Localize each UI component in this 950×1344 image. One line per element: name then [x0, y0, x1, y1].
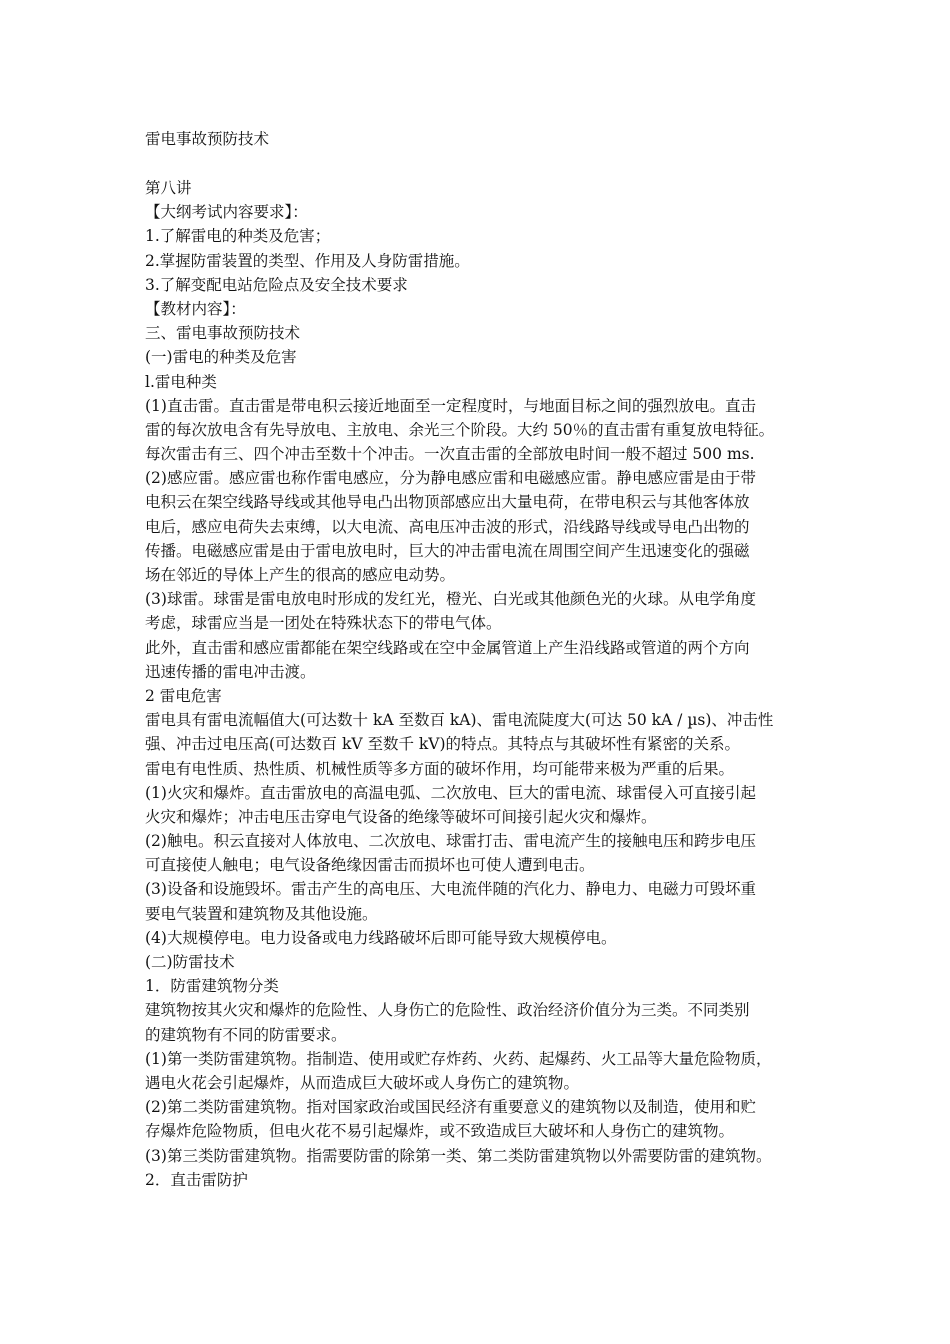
- text-line: 迅速传播的雷电冲击渡。: [145, 662, 316, 681]
- text-line: (2)第二类防雷建筑物。指对国家政治或国民经济有重要意义的建筑物以及制造，使用和贮: [145, 1098, 756, 1117]
- text-line: (3)球雷。球雷是雷电放电时形成的发红光，橙光、白光或其他颜色光的火球。从电学角度: [145, 590, 756, 609]
- document-title: 雷电事故预防技术: [145, 130, 270, 148]
- text-line: 3.了解变配电站危险点及安全技术要求: [145, 275, 408, 294]
- text-line: 强、冲击过电压高(可达数百 kV 至数千 kV)的特点。其特点与其破坏性有紧密的关系。: [145, 735, 741, 754]
- text-line: 雷电有电性质、热性质、机械性质等多方面的破坏作用，均可能带来极为严重的后果。: [145, 759, 735, 778]
- text-line: 1．防雷建筑物分类: [145, 977, 279, 996]
- text-line: 第八讲: [145, 179, 192, 197]
- text-line: 【大纲考试内容要求】：: [145, 203, 308, 222]
- text-line: (4)大规模停电。电力设备或电力线路破坏后即可能导致大规模停电。: [145, 928, 617, 947]
- document-body: [145, 176, 825, 1192]
- text-line: 的建筑物有不同的防雷要求。: [145, 1025, 347, 1044]
- text-line: l.雷电种类: [145, 372, 217, 391]
- text-line: (2)触电。积云直接对人体放电、二次放电、球雷打击、雷电流产生的接触电压和跨步电压: [145, 832, 756, 851]
- text-line: 场在邻近的导体上产生的很高的感应电动势。: [145, 566, 456, 584]
- text-line: (1)第一类防雷建筑物。指制造、使用或贮存炸药、火药、起爆药、火工品等大量危险物质，: [145, 1049, 772, 1068]
- text-line: 要电气装置和建筑物及其他设施。: [145, 904, 378, 923]
- text-line: 电后，感应电荷失去束缚，以大电流、高电压冲击波的形式，沿线路导线或导电凸出物的: [145, 517, 750, 536]
- text-line: 存爆炸危险物质，但电火花不易引起爆炸，或不致造成巨大破坏和人身伤亡的建筑物。: [145, 1122, 735, 1141]
- text-line: 每次雷击有三、四个冲击至数十个冲击。一次直击雷的全部放电时间一般不超过 500 ms.: [145, 445, 755, 464]
- text-line: 火灾和爆炸；冲击电压击穿电气设备的绝缘等破坏可间接引起火灾和爆炸。: [145, 807, 657, 826]
- text-line: 雷电具有雷电流幅值大(可达数十 kA 至数百 kA)、雷电流陡度大(可达 50 kA / µs)、冲击性: [145, 711, 774, 730]
- text-line: 【教材内容】：: [145, 299, 246, 318]
- text-line: 1.了解雷电的种类及危害；: [145, 227, 331, 246]
- text-line: 建筑物按其火灾和爆炸的危险性、人身伤亡的危险性、政治经济价值分为三类。不同类别: [145, 1001, 750, 1020]
- text-line: 传播。电磁感应雷是由于雷电放电时，巨大的冲击雷电流在周围空间产生迅速变化的强磁: [145, 541, 750, 560]
- text-line: (1)火灾和爆炸。直击雷放电的高温电弧、二次放电、巨大的雷电流、球雷侵入可直接引起: [145, 783, 756, 802]
- text-line: (二)防雷技术: [145, 953, 235, 971]
- text-line: (2)感应雷。感应雷也称作雷电感应，分为静电感应雷和电磁感应雷。静电感应雷是由于带: [145, 469, 756, 488]
- text-line: (一)雷电的种类及危害: [145, 348, 297, 367]
- text-line: 遇电火花会引起爆炸，从而造成巨大破坏或人身伤亡的建筑物。: [145, 1073, 580, 1092]
- text-line: 雷的每次放电含有先导放电、主放电、余光三个阶段。大约 50％的直击雷有重复放电特征。: [145, 420, 775, 439]
- text-line: 可直接使人触电；电气设备绝缘因雷击而损坏也可使人遭到电击。: [145, 856, 595, 875]
- text-line: 电积云在架空线路导线或其他导电凸出物顶部感应出大量电荷，在带电积云与其他客体放: [145, 493, 750, 512]
- text-line: 2 雷电危害: [145, 686, 222, 705]
- text-line: (3)设备和设施毁坏。雷击产生的高电压、大电流伴随的汽化力、静电力、电磁力可毁坏重: [145, 880, 756, 899]
- text-line: 2.掌握防雷装置的类型、作用及人身防雷措施。: [145, 251, 470, 270]
- text-line: 2．直击雷防护: [145, 1170, 248, 1189]
- text-line: 此外，直击雷和感应雷都能在架空线路或在空中金属管道上产生沿线路或管道的两个方向: [145, 638, 750, 657]
- text-line: 考虑，球雷应当是一团处在特殊状态下的带电气体。: [145, 614, 502, 633]
- text-line: (3)第三类防雷建筑物。指需要防雷的除第一类、第二类防雷建筑物以外需要防雷的建筑物。: [145, 1146, 772, 1165]
- text-line: (1)直击雷。直击雷是带电积云接近地面至一定程度时，与地面目标之间的强烈放电。直击: [145, 396, 756, 415]
- text-line: 三、雷电事故预防技术: [145, 324, 301, 343]
